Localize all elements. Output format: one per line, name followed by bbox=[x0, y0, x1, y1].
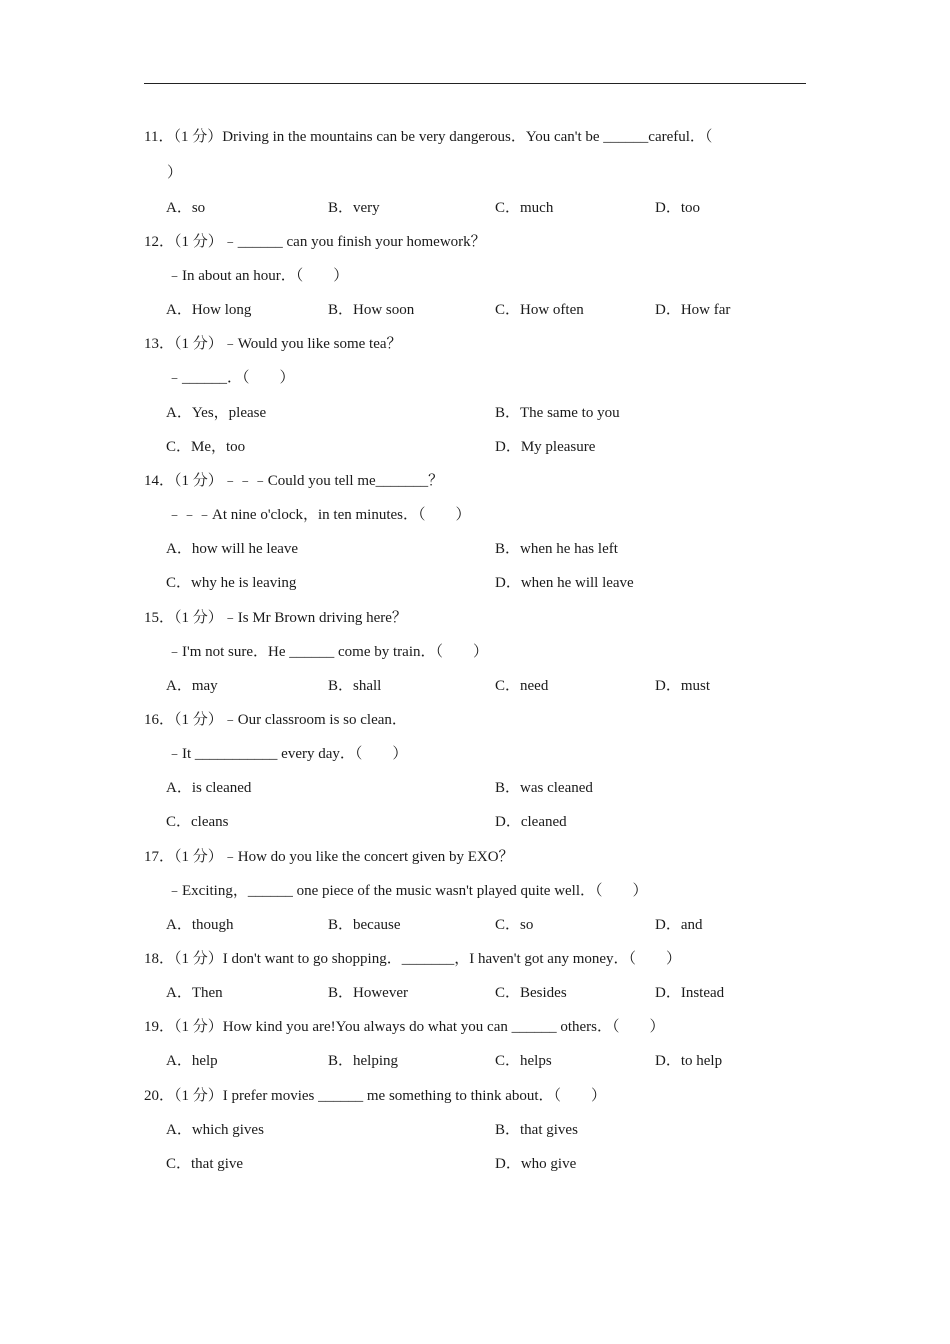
question-15-option-b[interactable]: B．shall bbox=[328, 678, 382, 694]
question-17-option-d[interactable]: D．and bbox=[655, 917, 703, 933]
question-17-option-c[interactable]: C．so bbox=[495, 917, 534, 933]
question-12-option-c[interactable]: C．How often bbox=[495, 302, 584, 318]
question-17-option-b[interactable]: B．because bbox=[328, 917, 401, 933]
question-15-reply: ﹣I'm not sure．He ______ come by train．（ ） bbox=[167, 644, 488, 660]
question-11-option-c[interactable]: C．much bbox=[495, 200, 554, 216]
question-19-option-d[interactable]: D．to help bbox=[655, 1053, 723, 1069]
question-16-option-b[interactable]: B．was cleaned bbox=[495, 780, 593, 796]
question-13-option-a[interactable]: A．Yes，please bbox=[166, 405, 267, 421]
question-text: （1 分）﹣﹣﹣Could you tell me_______？ bbox=[174, 473, 444, 489]
question-19-option-b[interactable]: B．helping bbox=[328, 1053, 398, 1069]
question-number: 17． bbox=[144, 849, 175, 865]
question-20-option-d[interactable]: D．who give bbox=[495, 1156, 577, 1172]
question-number: 14． bbox=[144, 473, 175, 489]
question-text: （1 分）﹣Would you like some tea？ bbox=[174, 336, 402, 352]
question-text: （1 分）I don't want to go shopping．_______，I haven't got any money．（ ） bbox=[174, 951, 682, 967]
question-18-option-a[interactable]: A．Then bbox=[166, 985, 223, 1001]
question-19-option-a[interactable]: A．help bbox=[166, 1053, 218, 1069]
question-12-option-d[interactable]: D．How far bbox=[655, 302, 731, 318]
question-text: （1 分）﹣Is Mr Brown driving here？ bbox=[174, 610, 407, 626]
question-number: 13． bbox=[144, 336, 175, 352]
question-16-option-c[interactable]: C．cleans bbox=[166, 814, 229, 830]
question-18-option-d[interactable]: D．Instead bbox=[655, 985, 725, 1001]
question-11-option-d[interactable]: D．too bbox=[655, 200, 701, 216]
question-18-option-c[interactable]: C．Besides bbox=[495, 985, 567, 1001]
question-15-stem bbox=[144, 609, 407, 627]
question-12-reply: ﹣In about an hour．（ ） bbox=[167, 268, 349, 284]
question-14-reply: ﹣﹣﹣At nine o'clock，in ten minutes．（ ） bbox=[167, 507, 471, 523]
question-15-option-a[interactable]: A．may bbox=[166, 678, 218, 694]
question-13-option-c[interactable]: C．Me，too bbox=[166, 439, 246, 455]
question-19-option-c[interactable]: C．helps bbox=[495, 1053, 552, 1069]
question-text: （1 分）I prefer movies ______ me something to think about．（ ） bbox=[174, 1088, 607, 1104]
question-number: 18． bbox=[144, 951, 175, 967]
question-13-option-d[interactable]: D．My pleasure bbox=[495, 439, 596, 455]
question-11-continuation: ） bbox=[167, 165, 183, 181]
question-text: （1 分）Driving in the mountains can be very dangerous．You can't be ______careful．（ bbox=[173, 129, 713, 145]
question-19-stem bbox=[144, 1018, 665, 1036]
question-16-option-d[interactable]: D．cleaned bbox=[495, 814, 567, 830]
question-number: 19． bbox=[144, 1019, 175, 1035]
question-16-reply: ﹣It ___________ every day．（ ） bbox=[167, 746, 408, 762]
question-text: （1 分）﹣______ can you finish your homework？ bbox=[174, 234, 486, 250]
question-number: 12． bbox=[144, 234, 175, 250]
question-13-stem bbox=[144, 335, 402, 353]
question-text: （1 分）﹣How do you like the concert given by EXO？ bbox=[174, 849, 514, 865]
question-number: 20． bbox=[144, 1088, 175, 1104]
question-12-stem bbox=[144, 233, 486, 251]
question-18-option-b[interactable]: B．However bbox=[328, 985, 408, 1001]
question-number: 16． bbox=[144, 712, 175, 728]
question-11-option-a[interactable]: A．so bbox=[166, 200, 206, 216]
question-text: （1 分）How kind you are!You always do what you can ______ others．（ ） bbox=[174, 1019, 665, 1035]
question-15-option-c[interactable]: C．need bbox=[495, 678, 549, 694]
question-14-option-a[interactable]: A．how will he leave bbox=[166, 541, 299, 557]
header-rule bbox=[144, 83, 806, 84]
question-18-stem bbox=[144, 950, 681, 968]
question-14-option-d[interactable]: D．when he will leave bbox=[495, 575, 634, 591]
question-13-option-b[interactable]: B．The same to you bbox=[495, 405, 620, 421]
question-14-option-c[interactable]: C．why he is leaving bbox=[166, 575, 297, 591]
question-number: 11． bbox=[144, 129, 174, 145]
question-12-option-b[interactable]: B．How soon bbox=[328, 302, 415, 318]
question-17-stem bbox=[144, 848, 514, 866]
question-number: 15． bbox=[144, 610, 175, 626]
question-20-option-b[interactable]: B．that gives bbox=[495, 1122, 578, 1138]
question-14-stem bbox=[144, 472, 443, 490]
question-13-reply: ﹣______．（ ） bbox=[167, 370, 295, 386]
question-20-option-c[interactable]: C．that give bbox=[166, 1156, 244, 1172]
question-20-stem bbox=[144, 1087, 606, 1105]
question-12-option-a[interactable]: A．How long bbox=[166, 302, 252, 318]
question-16-stem bbox=[144, 711, 407, 729]
question-17-reply: ﹣Exciting，______ one piece of the music wasn't played quite well．（ ） bbox=[167, 883, 648, 899]
question-text: （1 分）﹣Our classroom is so clean． bbox=[174, 712, 407, 728]
question-14-option-b[interactable]: B．when he has left bbox=[495, 541, 618, 557]
question-17-option-a[interactable]: A．though bbox=[166, 917, 234, 933]
question-15-option-d[interactable]: D．must bbox=[655, 678, 711, 694]
question-16-option-a[interactable]: A．is cleaned bbox=[166, 780, 252, 796]
question-11-stem bbox=[144, 128, 712, 146]
question-11-option-b[interactable]: B．very bbox=[328, 200, 380, 216]
question-20-option-a[interactable]: A．which gives bbox=[166, 1122, 264, 1138]
